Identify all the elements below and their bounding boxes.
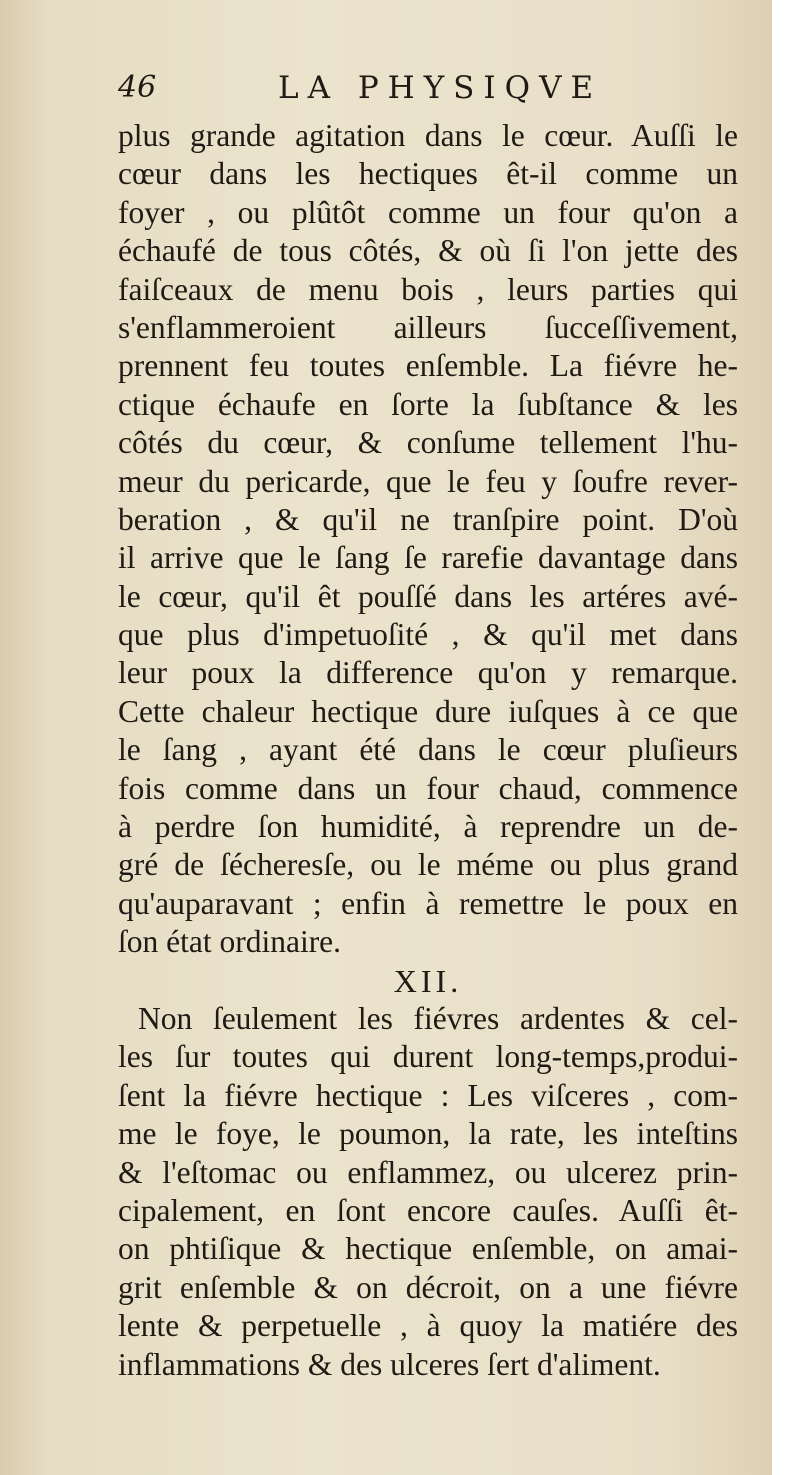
text-line: ctique échaufe en ſorte la ſubſtance & les [118,386,738,422]
body-text [118,117,738,1384]
text-line: le cœur, qu'il êt pouſſé dans les artéres avé- [118,578,738,614]
text-line: lente & perpetuelle , à quoy la matiére des [118,1308,738,1344]
text-line: Cette chaleur hectique dure iuſques à ce que [118,693,738,729]
text-line: faiſceaux de menu bois , leurs parties qui [118,271,738,307]
text-line: inflammations & des ulceres ſert d'aliment. [118,1346,661,1382]
text-line: gré de ſécheresſe, ou le méme ou plus grand [118,847,738,883]
section-number: XII. [393,962,463,999]
text-line: plus grande agitation dans le cœur. Auſſi le [118,118,738,153]
text-line: me le foye, le poumon, la rate, les inteſtins [118,1116,738,1152]
text-line: le ſang , ayant été dans le cœur pluſieurs [118,732,738,768]
text-line: échaufé de tous côtés, & où ſi l'on jette des [118,233,738,269]
text-line: cœur dans les hectiques êt-il comme un [118,156,738,192]
text-line: s'enflammeroient ailleurs ſucceſſivement, [118,309,738,345]
text-line: fois comme dans un four chaud, commence [118,770,738,806]
text-line: leur poux la difference qu'on y remarque. [118,655,738,691]
paragraph-1 [118,117,738,962]
page-header [118,70,738,120]
text-line: on phtiſique & hectique enſemble, on amai- [118,1231,738,1267]
running-head: LA PHYSIQVE [278,70,603,106]
text-line: qu'auparavant ; enfin à remettre le poux en [118,885,738,921]
text-line: foyer , ou plûtôt comme un four qu'on a [118,194,738,230]
page-number: 46 [118,70,157,105]
text-line: que plus d'impetuoſité , & qu'il met dans [118,617,738,653]
text-line: grit enſemble & on décroit, on a une fiévre [118,1269,738,1305]
text-line: beration , & qu'il ne tranſpire point. D'où [118,501,738,537]
text-line: ſent la fiévre hectique : Les viſceres , com- [118,1077,738,1113]
text-line: côtés du cœur, & conſume tellement l'hu- [118,425,738,461]
text-line: ſon état ordinaire. [118,924,342,960]
text-line: cipalement, en ſont encore cauſes. Auſſi êt- [118,1192,738,1228]
text-line: meur du pericarde, que le feu y ſoufre rever- [118,463,738,499]
text-line: à perdre ſon humidité, à reprendre un de- [118,809,738,845]
page-margin [772,0,800,1475]
text-line: les ſur toutes qui durent long-temps,produi- [118,1039,738,1075]
text-line: & l'eſtomac ou enflammez, ou ulcerez prin- [118,1154,738,1190]
text-line: il arrive que le ſang ſe rarefie davantage dans [118,540,738,576]
text-line: prennent feu toutes enſemble. La fiévre he- [118,348,738,384]
text-line: Non ſeulement les fiévres ardentes & cel- [138,1000,738,1036]
paragraph-2 [118,1000,738,1384]
